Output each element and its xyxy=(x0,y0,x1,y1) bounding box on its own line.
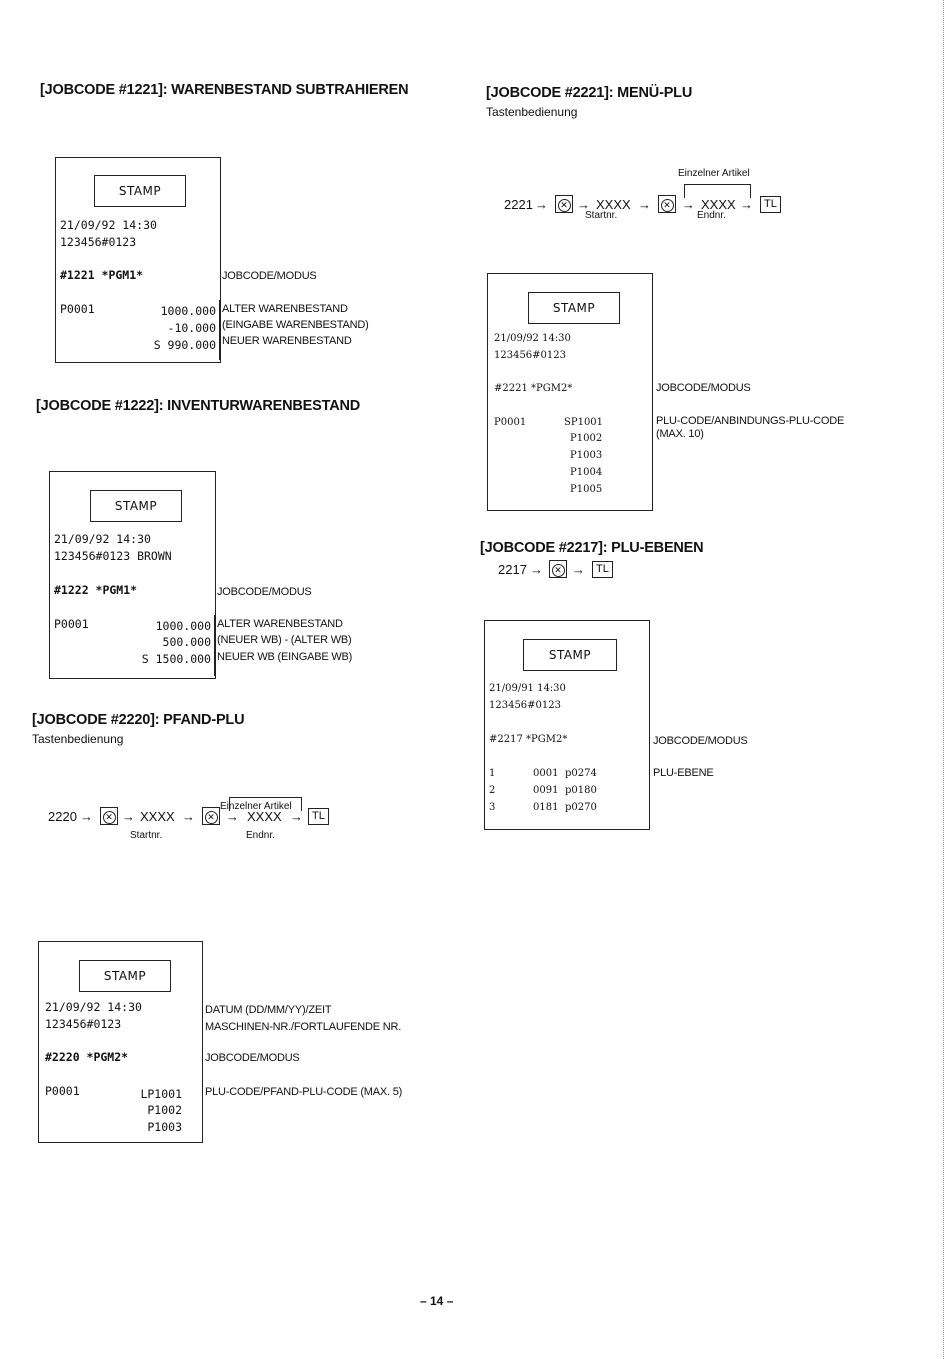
multiply-key-icon: ✕ xyxy=(202,807,220,825)
receipt-machine: 123456#0123 xyxy=(489,700,562,711)
total-key: TL xyxy=(592,561,613,578)
table-row-start: 0091 xyxy=(533,785,559,796)
receipt-machine: 123456#0123 xyxy=(45,1017,122,1031)
label-jobcode-modus: JOBCODE/MODUS xyxy=(217,586,312,598)
single-item-label: Einzelner Artikel xyxy=(678,168,750,179)
receipt-machine: 123456#0123 BROWN xyxy=(54,549,172,563)
label-plu-anbindung: PLU-CODE/ANBINDUNGS-PLU-CODE xyxy=(656,415,845,427)
table-row-number: 1 xyxy=(489,768,496,779)
start-number-label: Startnr. xyxy=(130,830,163,841)
arrow-icon: → xyxy=(226,809,239,824)
label-alter-warenbestand: ALTER WARENBESTAND xyxy=(217,618,343,630)
receipt-value-1: 1000.000 xyxy=(155,619,211,633)
receipt-jobcode: #1221 *PGM1* xyxy=(60,268,144,282)
label-alter-warenbestand: ALTER WARENBESTAND xyxy=(222,303,348,315)
total-key: TL xyxy=(308,808,329,825)
arrow-icon: → xyxy=(290,809,303,824)
label-max-10: (MAX. 10) xyxy=(656,428,704,440)
arrow-icon: → xyxy=(530,562,543,577)
label-jobcode-modus: JOBCODE/MODUS xyxy=(205,1052,300,1064)
section-2217-title: [JOBCODE #2217]: PLU-EBENEN xyxy=(480,540,704,556)
receipt-date: 21/09/92 14:30 xyxy=(494,333,571,344)
start-number-label: Startnr. xyxy=(585,210,618,221)
receipt-2221 xyxy=(487,273,653,511)
arrow-icon: → xyxy=(122,809,135,824)
table-row-plu: p0274 xyxy=(565,768,597,779)
receipt-plu-3: P1003 xyxy=(147,1120,182,1134)
receipt-jobcode: #2217 *PGM2* xyxy=(489,734,568,745)
label-jobcode-modus: JOBCODE/MODUS xyxy=(653,735,748,747)
table-row-number: 3 xyxy=(489,802,496,813)
section-2221-title: [JOBCODE #2221]: MENÜ-PLU xyxy=(486,85,693,101)
receipt-date: 21/09/92 14:30 xyxy=(54,532,151,546)
receipt-value-3: S 990.000 xyxy=(153,338,216,352)
table-row-number: 2 xyxy=(489,785,496,796)
table-row-start: 0181 xyxy=(533,802,559,813)
receipt-value-1: 1000.000 xyxy=(160,304,216,318)
multiply-key-icon: ✕ xyxy=(100,807,118,825)
receipt-date: 21/09/92 14:30 xyxy=(45,1000,142,1014)
receipt-plu-2: P1002 xyxy=(147,1103,182,1117)
bracket-line xyxy=(219,300,220,360)
end-number-label: Endnr. xyxy=(246,830,275,841)
page-number: – 14 – xyxy=(420,1294,454,1308)
arrow-icon: → xyxy=(80,809,93,824)
key-sequence-code: 2217 xyxy=(498,562,527,577)
single-item-label: Einzelner Artikel xyxy=(220,801,292,812)
start-number-field: XXXX xyxy=(596,197,631,212)
receipt-plu: P0001 xyxy=(60,302,95,316)
label-neuer-minus-alter: (NEUER WB) - (ALTER WB) xyxy=(217,634,352,646)
receipt-plu: P0001 xyxy=(494,417,527,428)
receipt-value-2: 500.000 xyxy=(162,635,211,649)
label-plu-ebene: PLU-EBENE xyxy=(653,767,714,779)
arrow-icon: → xyxy=(638,197,651,212)
stamp-box: STAMP xyxy=(523,639,617,671)
arrow-icon: → xyxy=(740,197,753,212)
bypass-line xyxy=(750,184,751,198)
receipt-2217 xyxy=(484,620,650,830)
arrow-icon: → xyxy=(535,197,548,212)
receipt-plu-4: P1004 xyxy=(570,467,603,478)
label-neuer-wb: NEUER WB (EINGABE WB) xyxy=(217,651,353,663)
receipt-plu-5: P1005 xyxy=(570,484,603,495)
receipt-date: 21/09/92 14:30 xyxy=(60,218,157,232)
scan-edge xyxy=(943,0,944,1359)
receipt-1222 xyxy=(49,471,216,679)
arrow-icon: → xyxy=(572,562,585,577)
receipt-plu: P0001 xyxy=(45,1084,80,1098)
receipt-plu-2: P1002 xyxy=(570,433,603,444)
receipt-machine: 123456#0123 xyxy=(494,350,567,361)
receipt-1221 xyxy=(55,157,221,363)
end-number-field: XXXX xyxy=(247,809,282,824)
section-1222-title: [JOBCODE #1222]: INVENTURWARENBESTAND xyxy=(36,398,361,414)
receipt-plu-3: P1003 xyxy=(570,450,603,461)
receipt-jobcode: #1222 *PGM1* xyxy=(54,583,138,597)
stamp-box: STAMP xyxy=(94,175,186,207)
label-datum-zeit: DATUM (DD/MM/YY)/ZEIT xyxy=(205,1004,332,1016)
receipt-jobcode: #2220 *PGM2* xyxy=(45,1050,129,1064)
receipt-jobcode: #2221 *PGM2* xyxy=(494,383,573,394)
multiply-key-icon: ✕ xyxy=(549,560,567,578)
receipt-plu: P0001 xyxy=(54,617,89,631)
receipt-value-3: S 1500.000 xyxy=(141,652,211,666)
arrow-icon: → xyxy=(682,197,695,212)
key-sequence-code: 2220 xyxy=(48,809,77,824)
table-row-plu: p0180 xyxy=(565,785,597,796)
end-number-field: XXXX xyxy=(701,197,736,212)
section-2221-subtitle: Tastenbedienung xyxy=(486,105,578,119)
label-jobcode-modus: JOBCODE/MODUS xyxy=(656,382,751,394)
bypass-line xyxy=(229,797,301,798)
section-2220-title: [JOBCODE #2220]: PFAND-PLU xyxy=(32,712,245,728)
label-jobcode-modus: JOBCODE/MODUS xyxy=(222,270,317,282)
stamp-box: STAMP xyxy=(79,960,171,992)
start-number-field: XXXX xyxy=(140,809,175,824)
section-1221-title: [JOBCODE #1221]: WARENBESTAND SUBTRAHIEREN xyxy=(40,82,409,98)
table-row-plu: p0270 xyxy=(565,802,597,813)
label-eingabe-warenbestand: (EINGABE WARENBESTAND) xyxy=(222,319,369,331)
label-maschinen-nr: MASCHINEN-NR./FORTLAUFENDE NR. xyxy=(205,1021,402,1033)
receipt-date: 21/09/91 14:30 xyxy=(489,683,566,694)
stamp-box: STAMP xyxy=(90,490,182,522)
arrow-icon: → xyxy=(577,197,590,212)
multiply-key-icon: ✕ xyxy=(555,195,573,213)
receipt-plu-1: SP1001 xyxy=(564,417,604,428)
stamp-box: STAMP xyxy=(528,292,620,324)
bypass-line xyxy=(684,184,685,198)
receipt-value-2: -10.000 xyxy=(167,321,216,335)
key-sequence-code: 2221 xyxy=(504,197,533,212)
total-key: TL xyxy=(760,196,781,213)
table-row-start: 0001 xyxy=(533,768,559,779)
multiply-key-icon: ✕ xyxy=(658,195,676,213)
arrow-icon: → xyxy=(182,809,195,824)
label-plu-pfand-code: PLU-CODE/PFAND-PLU-CODE (MAX. 5) xyxy=(205,1086,403,1098)
receipt-machine: 123456#0123 xyxy=(60,235,137,249)
section-2220-subtitle: Tastenbedienung xyxy=(32,732,124,746)
receipt-2220 xyxy=(38,941,203,1143)
bracket-line xyxy=(214,615,215,676)
receipt-plu-1: LP1001 xyxy=(140,1087,182,1101)
bypass-line xyxy=(684,184,750,185)
label-neuer-warenbestand: NEUER WARENBESTAND xyxy=(222,335,352,347)
end-number-label: Endnr. xyxy=(697,210,726,221)
